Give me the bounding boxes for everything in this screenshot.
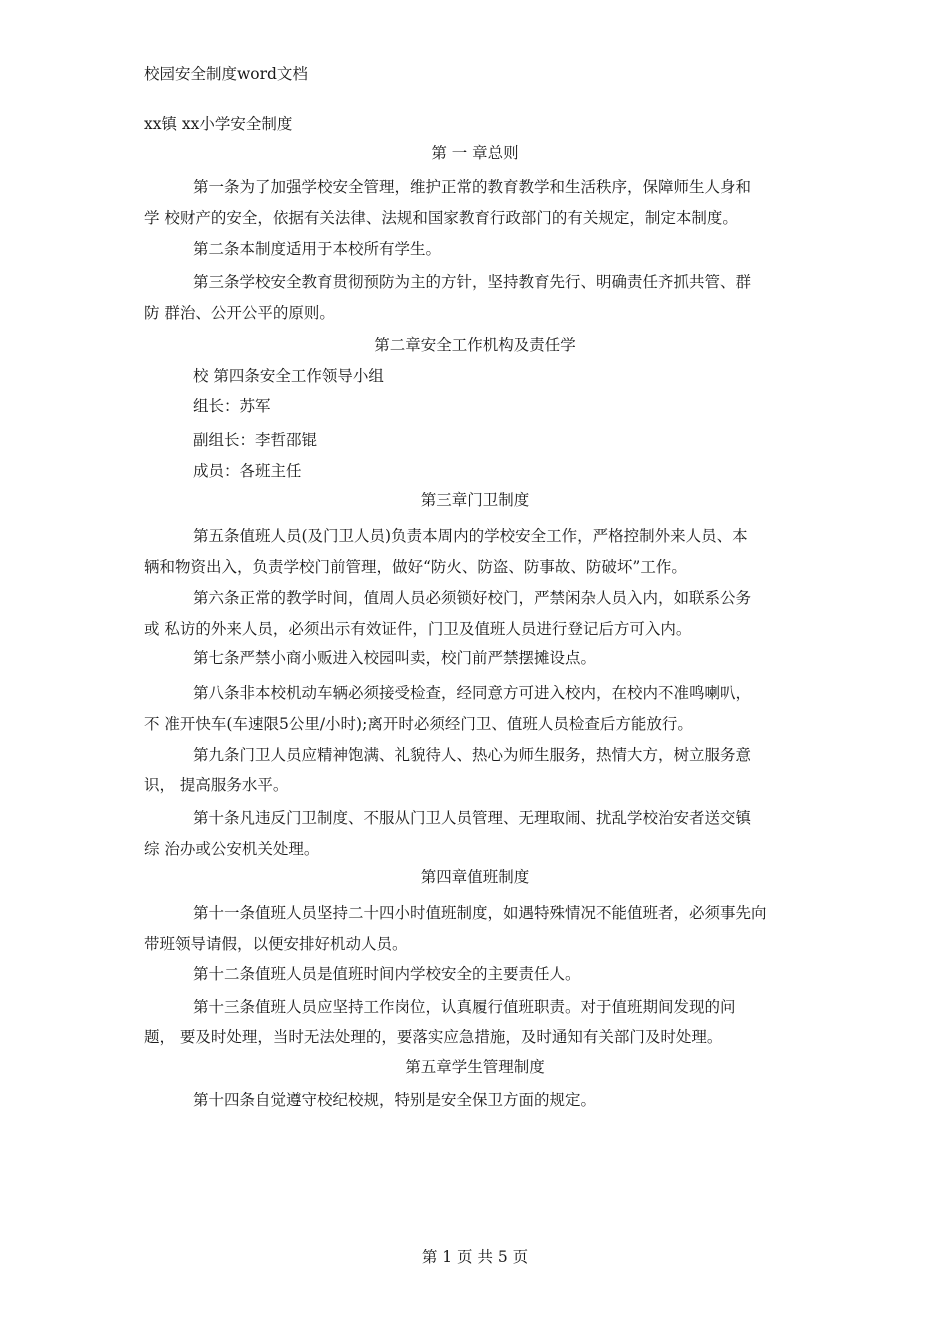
article-5-line-1: 第五条值班人员(及门卫人员)负责本周内的学校安全工作，严格控制外来人员、本 bbox=[193, 527, 748, 545]
members-line: 成员：各班主任 bbox=[193, 462, 302, 480]
article-1-line-2: 学 校财产的安全，依据有关法律、法规和国家教育行政部门的有关规定，制定本制度。 bbox=[144, 209, 738, 227]
article-11-line-2: 带班领导请假，以便安排好机动人员。 bbox=[144, 935, 408, 953]
article-14: 第十四条自觉遵守校纪校规，特别是安全保卫方面的规定。 bbox=[193, 1091, 597, 1109]
article-3-line-2: 防 群治、公开公平的原则。 bbox=[144, 304, 335, 322]
article-7: 第七条严禁小商小贩进入校园叫卖，校门前严禁摆摊设点。 bbox=[193, 649, 597, 667]
article-9-line-2: 识， 提高服务水平。 bbox=[144, 776, 289, 794]
article-13-line-1: 第十三条值班人员应坚持工作岗位，认真履行值班职责。对于值班期间发现的问 bbox=[193, 998, 736, 1016]
article-12: 第十二条值班人员是值班时间内学校安全的主要责任人。 bbox=[193, 965, 581, 983]
deputy-line: 副组长：李哲邵锟 bbox=[193, 431, 318, 449]
chapter-5-heading: 第五章学生管理制度 bbox=[405, 1058, 545, 1076]
article-4: 校 第四条安全工作领导小组 bbox=[193, 367, 384, 385]
chapter-4-heading: 第四章值班制度 bbox=[420, 868, 530, 886]
article-1-line-1: 第一条为了加强学校安全管理，维护正常的教育教学和生活秩序，保障师生人身和 bbox=[193, 178, 752, 196]
chapter-3-heading: 第三章门卫制度 bbox=[420, 491, 530, 509]
article-5-line-2: 辆和物资出入，负责学校门前管理，做好“防火、防盗、防事故、防破坏”工作。 bbox=[144, 558, 687, 576]
article-8-line-2: 不 准开快车(车速限5公里/小时);离开时必须经门卫、值班人员检查后方能放行。 bbox=[144, 715, 693, 733]
article-8-line-1: 第八条非本校机动车辆必须接受检查，经同意方可进入校内，在校内不准鸣喇叭， bbox=[193, 684, 752, 702]
article-9-line-1: 第九条门卫人员应精神饱满、礼貌待人、热心为师生服务，热情大方，树立服务意 bbox=[193, 746, 752, 764]
article-13-line-2: 题， 要及时处理，当时无法处理的，要落实应急措施，及时通知有关部门及时处理。 bbox=[144, 1028, 723, 1046]
chapter-1-heading: 第 一 章总则 bbox=[431, 144, 519, 162]
article-10-line-1: 第十条凡违反门卫制度、不服从门卫人员管理、无理取闹、扰乱学校治安者送交镇 bbox=[193, 809, 752, 827]
article-6-line-1: 第六条正常的教学时间，值周人员必须锁好校门，严禁闲杂人员入内，如联系公务 bbox=[193, 589, 752, 607]
article-6-line-2: 或 私访的外来人员，必须出示有效证件，门卫及值班人员进行登记后方可入内。 bbox=[144, 620, 692, 638]
article-3-line-1: 第三条学校安全教育贯彻预防为主的方针，坚持教育先行、明确责任齐抓共管、群 bbox=[193, 273, 752, 291]
leader-line: 组长：苏军 bbox=[193, 397, 271, 415]
document-title: 校园安全制度word文档 bbox=[144, 65, 308, 83]
document-subtitle: xx镇 xx小学安全制度 bbox=[144, 115, 293, 133]
article-10-line-2: 综 治办或公安机关处理。 bbox=[144, 840, 320, 858]
page-footer: 第 1 页 共 5 页 bbox=[421, 1248, 529, 1266]
article-2: 第二条本制度适用于本校所有学生。 bbox=[193, 240, 442, 258]
chapter-2-heading: 第二章安全工作机构及责任学 bbox=[374, 336, 576, 354]
article-11-line-1: 第十一条值班人员坚持二十四小时值班制度，如遇特殊情况不能值班者，必须事先向 bbox=[193, 904, 767, 922]
